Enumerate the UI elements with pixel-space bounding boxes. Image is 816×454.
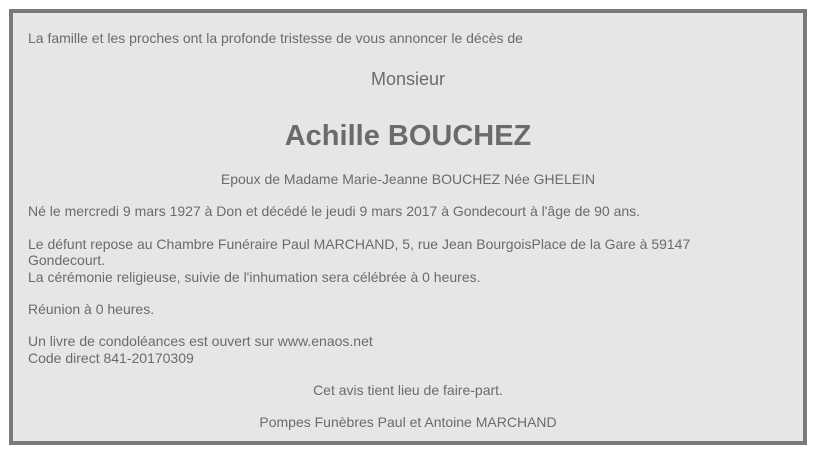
intro-text: La famille et les proches ont la profonde tristesse de vous annoncer le décès de xyxy=(28,30,523,46)
ceremony-text: La cérémonie religieuse, suivie de l'inhumation sera célébrée à 0 heures. xyxy=(28,269,481,285)
repose-line-2: Gondecourt. xyxy=(28,252,106,268)
spouse-text: Epoux de Madame Marie-Jeanne BOUCHEZ Née GHELEIN xyxy=(220,171,596,187)
direct-code-text: Code direct 841-20170309 xyxy=(28,350,194,366)
condolence-book-text: Un livre de condoléances est ouvert sur www.enaos.net xyxy=(28,333,373,349)
birth-death-text: Né le mercredi 9 mars 1927 à Don et décédé le jeudi 9 mars 2017 à Gondecourt à l'âge de 90 ans. xyxy=(28,203,641,219)
repose-text xyxy=(28,236,788,268)
death-notice xyxy=(9,9,807,445)
repose-line-1: Le défunt repose au Chambre Funéraire Paul MARCHAND, 5, rue Jean BourgoisPlace de la Gare à 59147 xyxy=(28,236,691,252)
funeral-home-text: Pompes Funèbres Paul et Antoine MARCHAND xyxy=(259,414,557,430)
deceased-name: Achille BOUCHEZ xyxy=(284,120,532,152)
faire-part-text: Cet avis tient lieu de faire-part. xyxy=(313,382,503,398)
honorific-title: Monsieur xyxy=(370,69,446,89)
reunion-text: Réunion à 0 heures. xyxy=(28,301,155,317)
